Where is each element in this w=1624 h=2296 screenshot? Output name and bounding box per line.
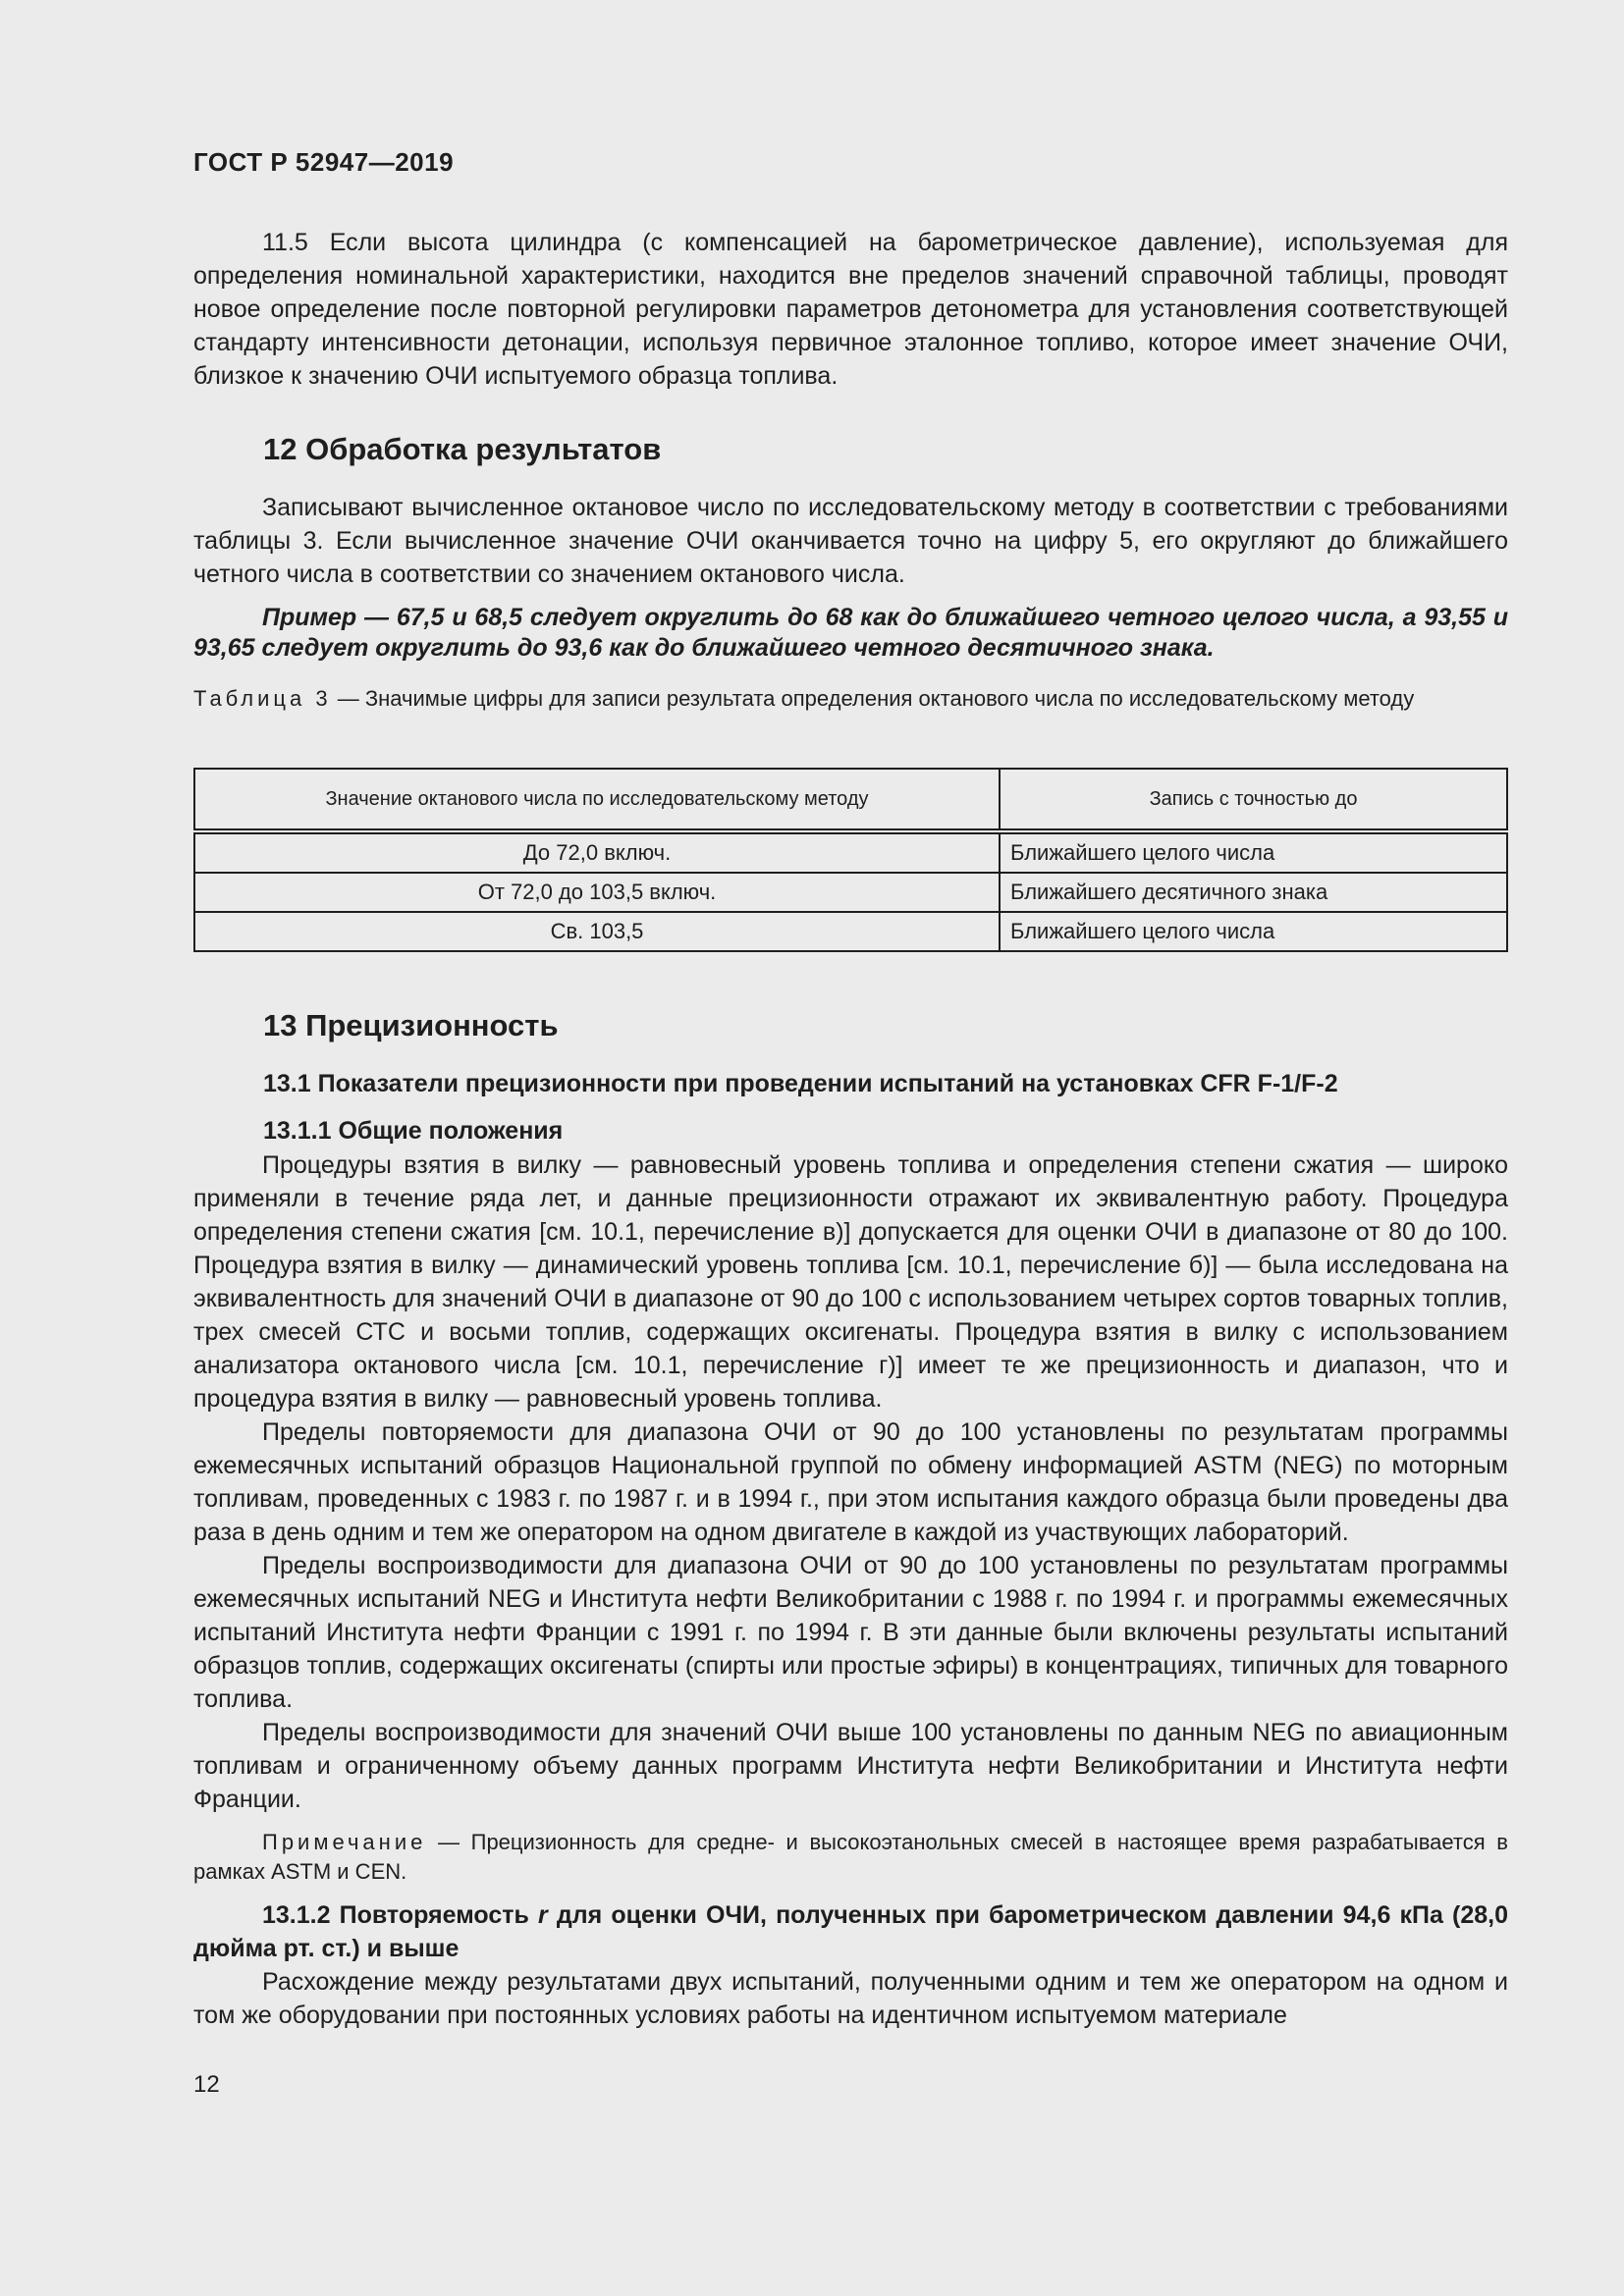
paragraph-11-5: 11.5 Если высота цилиндра (с компенсацией на барометрическое давление), используемая для определения номинальной характеристики, находится вне пределов значений справочной таблицы, проводят новое определение после повторной регулировки параметров детонометра для установления соответствующей стандарту интенсивности детонации, используя первичное эталонное топливо, которое имеет значение ОЧИ, близкое к значению ОЧИ испытуемого образца топлива. [193,229,1508,390]
example-text: Пример — 67,5 и 68,5 следует округлить до 68 как до ближайшего четного целого числа, а 93,55 и 93,65 следует округлить до 93,6 как до ближайшего четного десятичного знака. [193,604,1508,662]
table-cell: Св. 103,5 [194,912,1000,951]
table-cell: До 72,0 включ. [194,831,1000,873]
paragraph: Пределы повторяемости для диапазона ОЧИ от 90 до 100 установлены по результатам программы ежемесячных испытаний образцов Национальной группой по обмену информацией ASTM (NEG) по моторным топливам, проведенных с 1983 г. по 1987 г. и в 1994 г., при этом испытания каждого образца были проведены два раза в день одним и тем же оператором на одном двигателе в каждой из участвующих лабораторий. [193,1418,1508,1546]
section-12-title: 12 Обработка результатов [263,432,662,466]
paragraph: Расхождение между результатами двух испытаний, полученными одним и тем же оператором на одном и том же оборудовании при постоянных условиях работы на идентичном испытуемом материале [193,1968,1508,2029]
table-row [194,873,1507,912]
heading-part: для оценки ОЧИ, полученных при барометрическом давлении 94,6 кПа (28,0 дюйма рт. ст.) и выше [193,1901,1508,1962]
paragraph: Пределы воспроизводимости для диапазона ОЧИ от 90 до 100 установлены по результатам программы ежемесячных испытаний NEG и Института нефти Великобритании с 1988 г. по 1994 г. и программы ежемесячных испытаний Института нефти Франции с 1991 г. по 1994 г. В эти данные были включены результаты испытаний образцов топлив, содержащих оксигенаты (спирты или простые эфиры) в концентрациях, типичных для товарного топлива. [193,1552,1508,1713]
section-13-title: 13 Прецизионность [263,1008,559,1042]
paragraph: Процедуры взятия в вилку — равновесный уровень топлива и определения степени сжатия — широко применяли в течение ряда лет, и данные прецизионности отражают их эквивалентную работу. Процедура определения степени сжатия [см. 10.1, перечисление в)] допускается для оценки ОЧИ в диапазоне от 80 до 100. Процедура взятия в вилку — динамический уровень топлива [см. 10.1, перечисление б)] — была исследована на эквивалентность для значений ОЧИ в диапазоне от 90 до 100 с использованием четырех сортов товарных топлив, трех смесей СТС и восьми топлив, содержащих оксигенаты. Процедура взятия в вилку с использованием анализатора октанового числа [см. 10.1, перечисление г)] имеет те же прецизионность и диапазон, что и процедура взятия в вилку — равновесный уровень топлива. [193,1151,1508,1413]
table-3-label: Таблица 3 [193,686,332,711]
section-13-1-2-title [193,1898,1508,1965]
page-number: 12 [193,2071,220,2098]
table-header-row [194,769,1507,831]
table-cell: Ближайшего целого числа [1000,831,1507,873]
section-13-body [193,1148,1508,2032]
table-3 [193,768,1508,952]
table-header-cell: Запись с точностью до [1000,769,1507,831]
table-3-caption-text: — Значимые цифры для записи результата определения октанового числа по исследовательскому методу [331,686,1415,711]
table-row [194,831,1507,873]
table-3-caption [193,684,1508,714]
section-13-1-title: 13.1 Показатели прецизионности при проведении испытаний на установках CFR F-1/F-2 [263,1070,1338,1097]
table-cell: От 72,0 до 103,5 включ. [194,873,1000,912]
table-row [194,912,1507,951]
note-text: — Прецизионность для средне- и высокоэтанольных смесей в настоящее время разрабатывается в рамках ASTM и CEN. [193,1830,1508,1884]
paragraph: Пределы воспроизводимости для значений ОЧИ выше 100 установлены по данным NEG по авиационным топливам и ограниченному объему данных программ Института нефти Великобритании и Института нефти Франции. [193,1719,1508,1813]
table-cell: Ближайшего десятичного знака [1000,873,1507,912]
note-label: Примечание [262,1830,427,1854]
symbol-r: r [537,1901,548,1929]
heading-part: 13.1.2 Повторяемость [262,1901,538,1929]
table-cell: Ближайшего целого числа [1000,912,1507,951]
section-13-1-1-title: 13.1.1 Общие положения [263,1117,564,1145]
document-header: ГОСТ Р 52947—2019 [193,147,455,177]
table-header-cell: Значение октанового числа по исследовательскому методу [194,769,1000,831]
section-12-paragraph: Записывают вычисленное октановое число по исследовательскому методу в соответствии с требованиями таблицы 3. Если вычисленное значение ОЧИ оканчивается точно на цифру 5, его округляют до ближайшего четного числа в соответствии со значением октанового числа. [193,494,1508,588]
note [193,1828,1508,1887]
